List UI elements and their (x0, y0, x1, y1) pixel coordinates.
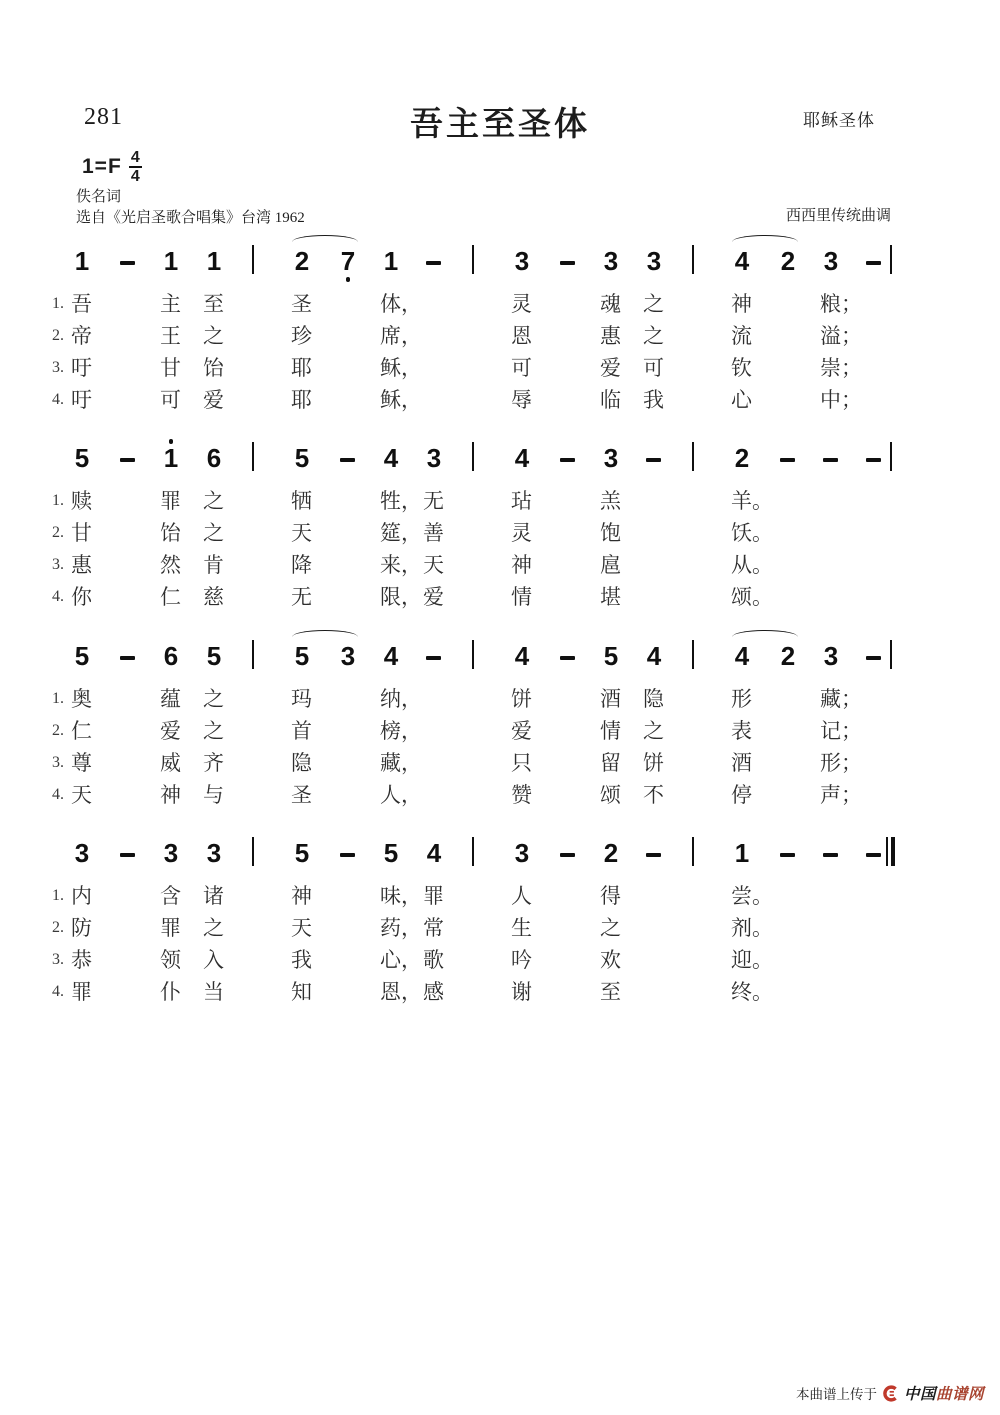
duration-dash (120, 656, 135, 660)
lyric-syllable: 爱 (160, 719, 181, 743)
lyric-syllable: 齐 (203, 751, 224, 775)
lyric-syllable: 粮； (820, 292, 862, 316)
duration-dash (120, 458, 135, 462)
lyric-syllable: 吁 (71, 388, 92, 412)
barline (692, 245, 694, 274)
final-barline (886, 837, 888, 866)
lyric-syllable: 临 (600, 388, 621, 412)
verse-number: 2. (52, 722, 64, 739)
lyric-syllable: 爱 (203, 388, 224, 412)
lyric-syllable: 限， (380, 585, 422, 609)
note: 4 (734, 246, 750, 276)
verse-number: 2. (52, 919, 64, 936)
lyric-syllable: 罪 (160, 489, 181, 513)
verse-number: 4. (52, 786, 64, 803)
lyric-syllable: 甘 (71, 521, 92, 545)
lyric-syllable: 饱 (600, 521, 621, 545)
lyric-syllable: 饼 (511, 687, 532, 711)
note: 4 (426, 838, 442, 868)
note: 5 (74, 443, 90, 473)
lyric-syllable: 爱 (600, 356, 621, 380)
site-name-red: 曲谱网 (935, 1386, 984, 1403)
lyric-syllable: 慈 (203, 585, 224, 609)
verse-number: 3. (52, 754, 64, 771)
note: 5 (294, 443, 310, 473)
lyric-syllable: 灵 (511, 521, 532, 545)
lyric-syllable: 善 (423, 521, 444, 545)
watermark (796, 1382, 984, 1404)
lyric-syllable: 蕴 (160, 687, 181, 711)
lyric-syllable: 爱 (511, 719, 532, 743)
duration-dash (780, 458, 795, 462)
lyric-syllable: 筵， (380, 521, 422, 545)
slur-arc (292, 235, 358, 249)
lyric-syllable: 圣 (291, 292, 312, 316)
duration-dash (426, 656, 441, 660)
duration-dash (823, 458, 838, 462)
lyric-syllable: 溢； (820, 324, 862, 348)
note: 1 (163, 443, 179, 473)
lyric-syllable: 罪 (160, 916, 181, 940)
lyric-syllable: 席， (380, 324, 422, 348)
lyric-syllable: 之 (203, 324, 224, 348)
lyric-syllable: 谢 (511, 980, 532, 1004)
lyric-syllable: 之 (643, 719, 664, 743)
lyric-syllable: 吁 (71, 356, 92, 380)
time-numerator: 4 (130, 149, 140, 166)
slur-arc (732, 630, 798, 644)
lyric-syllable: 牺 (291, 489, 312, 513)
barline (692, 640, 694, 669)
lyric-syllable: 之 (203, 719, 224, 743)
lyric-syllable: 然 (160, 553, 181, 577)
lyric-syllable: 天 (291, 521, 312, 545)
lyric-syllable: 耶 (291, 388, 312, 412)
note: 3 (340, 641, 356, 671)
lyric-syllable: 堪 (600, 585, 621, 609)
lyric-syllable: 留 (600, 751, 621, 775)
verse-number: 2. (52, 327, 64, 344)
lyric-syllable: 声； (820, 783, 862, 807)
lyric-syllable: 榜， (380, 719, 422, 743)
note: 3 (603, 443, 619, 473)
lyric-syllable: 罪 (71, 980, 92, 1004)
lyric-syllable: 隐 (291, 751, 312, 775)
lyric-syllable: 不 (643, 783, 664, 807)
lyric-syllable: 稣， (380, 388, 422, 412)
verse-number: 4. (52, 983, 64, 1000)
lyric-syllable: 只 (511, 751, 532, 775)
lyric-syllable: 之 (203, 521, 224, 545)
source-credit: 选自《光启圣歌合唱集》台湾 1962 (76, 210, 305, 226)
duration-dash (120, 853, 135, 857)
lyric-syllable: 饫。 (731, 521, 773, 545)
lyric-syllable: 恩， (380, 980, 422, 1004)
lyric-syllable: 主 (160, 292, 181, 316)
lyric-syllable: 玛 (291, 687, 312, 711)
lyric-syllable: 形 (731, 687, 752, 711)
lyric-syllable: 天 (71, 783, 92, 807)
lyric-syllable: 首 (291, 719, 312, 743)
lyric-syllable: 无 (423, 489, 444, 513)
note: 1 (734, 838, 750, 868)
music-system (0, 437, 1000, 632)
site-name (904, 1382, 984, 1404)
duration-dash (866, 853, 881, 857)
lyric-syllable: 入 (203, 948, 224, 972)
lyric-syllable: 玷 (511, 489, 532, 513)
lyric-syllable: 神 (731, 292, 752, 316)
lyric-syllable: 当 (203, 980, 224, 1004)
verse-number: 1. (52, 887, 64, 904)
note: 3 (823, 641, 839, 671)
lyric-syllable: 肯 (203, 553, 224, 577)
lyric-syllable: 帝 (71, 324, 92, 348)
verse-number: 3. (52, 359, 64, 376)
lyric-syllable: 恩 (511, 324, 532, 348)
lyric-syllable: 味， (380, 884, 422, 908)
lyric-syllable: 仆 (160, 980, 181, 1004)
duration-dash (560, 261, 575, 265)
lyric-syllable: 得 (600, 884, 621, 908)
lyric-syllable: 尊 (71, 751, 92, 775)
lyric-syllable: 赞 (511, 783, 532, 807)
lyric-syllable: 心 (731, 388, 752, 412)
duration-dash (823, 853, 838, 857)
lyric-syllable: 无 (291, 585, 312, 609)
watermark-text: 本曲谱上传于 (795, 1387, 877, 1402)
lyric-syllable: 圣 (291, 783, 312, 807)
note: 5 (603, 641, 619, 671)
note: 3 (646, 246, 662, 276)
lyric-syllable: 扈 (600, 553, 621, 577)
lyric-syllable: 饼 (643, 751, 664, 775)
note: 3 (823, 246, 839, 276)
duration-dash (426, 261, 441, 265)
verse-number: 1. (52, 295, 64, 312)
lyric-syllable: 心， (380, 948, 422, 972)
lyric-syllable: 羊。 (731, 489, 773, 513)
duration-dash (340, 853, 355, 857)
lyric-syllable: 感 (423, 980, 444, 1004)
music-system (0, 240, 1000, 435)
lyric-syllable: 剂。 (731, 916, 773, 940)
lyric-syllable: 藏； (820, 687, 862, 711)
lyric-syllable: 崇； (820, 356, 862, 380)
verse-number: 3. (52, 951, 64, 968)
note: 5 (294, 641, 310, 671)
lyric-syllable: 内 (71, 884, 92, 908)
lyric-syllable: 至 (600, 980, 621, 1004)
lyric-syllable: 可 (511, 356, 532, 380)
note: 3 (603, 246, 619, 276)
note: 3 (514, 246, 530, 276)
lyric-syllable: 爱 (423, 585, 444, 609)
barline (472, 442, 474, 471)
lyric-syllable: 药， (380, 916, 422, 940)
lyric-syllable: 我 (643, 388, 664, 412)
music-system (0, 635, 1000, 830)
lyric-syllable: 颂。 (731, 585, 773, 609)
note: 1 (74, 246, 90, 276)
lyric-syllable: 酒 (600, 687, 621, 711)
lyric-syllable: 饴 (160, 521, 181, 545)
hymn-number: 281 (84, 104, 123, 130)
category-label: 耶稣圣体 (803, 111, 875, 130)
lyric-syllable: 情 (600, 719, 621, 743)
lyric-syllable: 珍 (291, 324, 312, 348)
slur-arc (732, 235, 798, 249)
note: 4 (383, 641, 399, 671)
lyric-syllable: 稣， (380, 356, 422, 380)
lyric-syllable: 王 (160, 324, 181, 348)
barline (692, 442, 694, 471)
lyric-syllable: 可 (160, 388, 181, 412)
lyric-syllable: 体， (380, 292, 422, 316)
lyric-syllable: 知 (291, 980, 312, 1004)
barline (252, 442, 254, 471)
octave-dot-high (169, 439, 174, 444)
duration-dash (340, 458, 355, 462)
lyric-syllable: 藏， (380, 751, 422, 775)
music-system (0, 832, 1000, 1027)
lyric-syllable: 诸 (203, 884, 224, 908)
lyric-syllable: 之 (203, 489, 224, 513)
lyric-syllable: 可 (643, 356, 664, 380)
note: 4 (646, 641, 662, 671)
note: 2 (780, 246, 796, 276)
lyric-syllable: 之 (203, 916, 224, 940)
lyric-syllable: 欢 (600, 948, 621, 972)
lyric-syllable: 惠 (71, 553, 92, 577)
lyric-syllable: 终。 (731, 980, 773, 1004)
lyric-syllable: 生 (511, 916, 532, 940)
duration-dash (120, 261, 135, 265)
lyric-syllable: 辱 (511, 388, 532, 412)
lyric-syllable: 奥 (71, 687, 92, 711)
lyric-syllable: 人， (380, 783, 422, 807)
lyric-syllable: 常 (423, 916, 444, 940)
slur-arc (292, 630, 358, 644)
lyric-syllable: 天 (291, 916, 312, 940)
note: 2 (294, 246, 310, 276)
barline (890, 442, 892, 471)
note: 6 (206, 443, 222, 473)
lyric-syllable: 纳， (380, 687, 422, 711)
duration-dash (560, 853, 575, 857)
lyric-syllable: 之 (643, 292, 664, 316)
lyric-syllable: 中； (820, 388, 862, 412)
lyric-syllable: 甘 (160, 356, 181, 380)
lyric-syllable: 停 (731, 783, 752, 807)
note: 3 (206, 838, 222, 868)
lyric-syllable: 记； (820, 719, 862, 743)
lyric-syllable: 天 (423, 553, 444, 577)
duration-dash (560, 458, 575, 462)
lyric-syllable: 钦 (731, 356, 752, 380)
lyric-syllable: 流 (731, 324, 752, 348)
site-name-dark: 中国 (903, 1386, 936, 1403)
note: 5 (294, 838, 310, 868)
lyric-syllable: 吾 (71, 292, 92, 316)
lyric-syllable: 含 (160, 884, 181, 908)
lyric-syllable: 人 (511, 884, 532, 908)
note: 5 (383, 838, 399, 868)
lyric-syllable: 领 (160, 948, 181, 972)
note: 1 (206, 246, 222, 276)
verse-number: 4. (52, 391, 64, 408)
verse-number: 2. (52, 524, 64, 541)
lyric-syllable: 酒 (731, 751, 752, 775)
lyric-syllable: 吟 (511, 948, 532, 972)
lyric-syllable: 形； (820, 751, 862, 775)
lyric-syllable: 我 (291, 948, 312, 972)
lyric-syllable: 之 (643, 324, 664, 348)
note: 2 (780, 641, 796, 671)
page-title: 吾主至圣体 (410, 107, 590, 143)
lyricist-credit: 佚名词 (76, 189, 122, 205)
lyric-syllable: 与 (203, 783, 224, 807)
lyric-syllable: 灵 (511, 292, 532, 316)
duration-dash (866, 261, 881, 265)
verse-number: 3. (52, 556, 64, 573)
note: 2 (734, 443, 750, 473)
barline (252, 837, 254, 866)
lyric-syllable: 颂 (600, 783, 621, 807)
lyric-syllable: 神 (291, 884, 312, 908)
lyric-syllable: 恭 (71, 948, 92, 972)
lyric-syllable: 赎 (71, 489, 92, 513)
lyric-syllable: 仁 (160, 585, 181, 609)
final-barline (891, 837, 895, 866)
note: 2 (603, 838, 619, 868)
note: 3 (514, 838, 530, 868)
lyric-syllable: 尝。 (731, 884, 773, 908)
site-logo-icon (882, 1385, 899, 1402)
time-denominator: 4 (130, 168, 140, 185)
lyric-syllable: 你 (71, 585, 92, 609)
note: 4 (514, 443, 530, 473)
verse-number: 1. (52, 690, 64, 707)
barline (472, 837, 474, 866)
lyric-syllable: 隐 (643, 687, 664, 711)
lyric-syllable: 从。 (731, 553, 773, 577)
lyric-syllable: 之 (600, 916, 621, 940)
note: 3 (163, 838, 179, 868)
barline (692, 837, 694, 866)
octave-dot-low (346, 277, 351, 282)
note: 3 (426, 443, 442, 473)
note: 1 (163, 246, 179, 276)
barline (472, 245, 474, 274)
duration-dash (866, 458, 881, 462)
barline (252, 245, 254, 274)
tune-credit: 西西里传统曲调 (786, 208, 892, 224)
lyric-syllable: 歌 (423, 948, 444, 972)
lyric-syllable: 至 (203, 292, 224, 316)
barline (890, 245, 892, 274)
lyric-syllable: 情 (511, 585, 532, 609)
lyric-syllable: 迎。 (731, 948, 773, 972)
duration-dash (560, 656, 575, 660)
lyric-syllable: 耶 (291, 356, 312, 380)
note: 6 (163, 641, 179, 671)
note: 5 (74, 641, 90, 671)
lyric-syllable: 降 (291, 553, 312, 577)
barline (890, 640, 892, 669)
lyric-syllable: 来， (380, 553, 422, 577)
lyric-syllable: 羔 (600, 489, 621, 513)
lyric-syllable: 仁 (71, 719, 92, 743)
lyric-syllable: 罪 (423, 884, 444, 908)
lyric-syllable: 神 (511, 553, 532, 577)
lyric-syllable: 表 (731, 719, 752, 743)
note: 5 (206, 641, 222, 671)
lyric-syllable: 牲， (380, 489, 422, 513)
verse-number: 1. (52, 492, 64, 509)
lyric-syllable: 神 (160, 783, 181, 807)
duration-dash (780, 853, 795, 857)
barline (472, 640, 474, 669)
duration-dash (866, 656, 881, 660)
note: 4 (514, 641, 530, 671)
lyric-syllable: 威 (160, 751, 181, 775)
duration-dash (646, 853, 661, 857)
barline (252, 640, 254, 669)
note: 4 (734, 641, 750, 671)
lyric-syllable: 惠 (600, 324, 621, 348)
note: 4 (383, 443, 399, 473)
lyric-syllable: 之 (203, 687, 224, 711)
note: 3 (74, 838, 90, 868)
key-label: 1=F (82, 155, 122, 178)
note: 7 (340, 246, 356, 276)
lyric-syllable: 饴 (203, 356, 224, 380)
verse-number: 4. (52, 588, 64, 605)
lyric-syllable: 魂 (600, 292, 621, 316)
lyric-syllable: 防 (71, 916, 92, 940)
duration-dash (646, 458, 661, 462)
note: 1 (383, 246, 399, 276)
